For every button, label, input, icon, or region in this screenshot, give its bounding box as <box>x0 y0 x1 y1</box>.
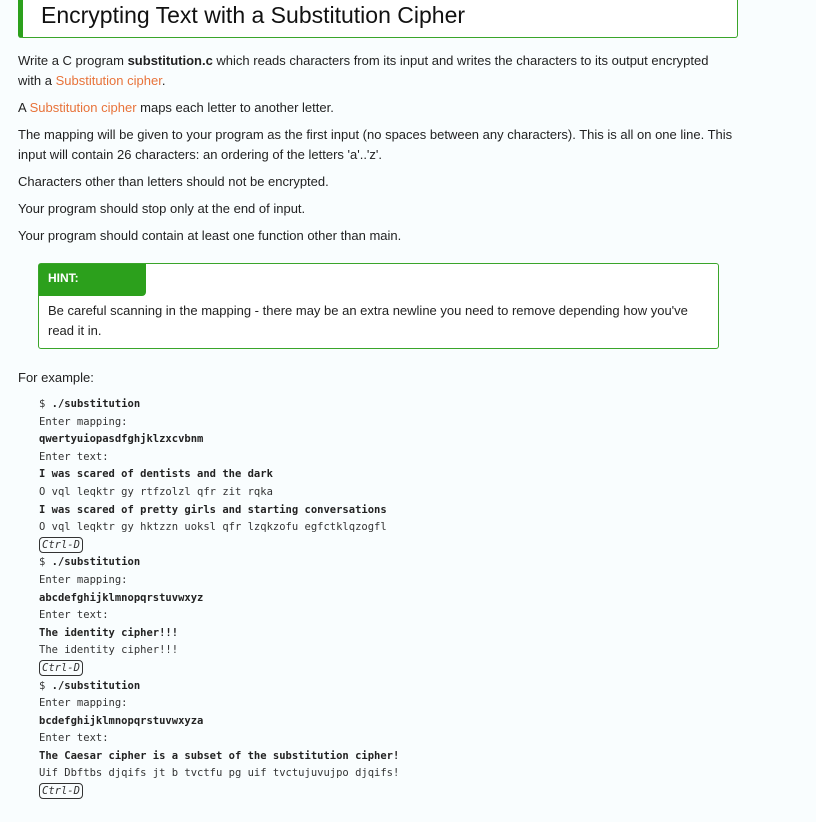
user-input-line: I was scared of dentists and the dark <box>39 468 273 481</box>
prompt: $ <box>39 556 52 569</box>
text: . <box>161 73 166 88</box>
non-letters-paragraph: Characters other than letters should not be encrypted. <box>18 174 329 189</box>
function-paragraph: Your program should contain at least one function other than main. <box>18 228 402 243</box>
output-line: Enter text: <box>39 732 109 745</box>
text: Write a C program <box>18 53 128 68</box>
text: maps each letter to another letter. <box>136 100 334 115</box>
output-line: Enter text: <box>39 609 109 622</box>
page-title: Encrypting Text with a Substitution Cipher <box>41 2 466 28</box>
ctrl-d-key: Ctrl-D <box>39 783 83 799</box>
prompt: $ <box>39 679 52 692</box>
filename: substitution.c <box>127 53 213 68</box>
command: ./substitution <box>51 556 141 569</box>
title-box <box>18 0 738 38</box>
command: ./substitution <box>51 679 141 692</box>
output-line: The identity cipher!!! <box>39 644 179 657</box>
hint-text: Be careful scanning in the mapping - there may be an extra newline you need to remove depending how you've read it in. <box>48 303 688 338</box>
substitution-cipher-link[interactable]: Substitution cipher <box>29 100 137 115</box>
text: A <box>18 100 30 115</box>
user-input-line: The identity cipher!!! <box>39 626 179 639</box>
example-label: For example: <box>18 370 94 385</box>
output-line: O vql leqktr gy hktzzn uoksl qfr lzqkzofu egfctklqzogfl <box>39 521 387 534</box>
output-line: O vql leqktr gy rtfzolzl qfr zit rqka <box>39 485 273 498</box>
output-line: Enter mapping: <box>39 697 128 710</box>
definition-paragraph <box>18 98 733 118</box>
hint-label: HINT: <box>39 264 146 296</box>
command-line <box>39 554 733 572</box>
key-line <box>39 783 733 801</box>
command-line <box>39 396 733 414</box>
key-line <box>39 537 733 555</box>
output-line: Enter mapping: <box>39 573 128 586</box>
intro-paragraph <box>18 51 733 91</box>
key-line <box>39 660 733 678</box>
hint-box <box>38 263 719 349</box>
command: ./substitution <box>51 398 141 410</box>
user-input-line: I was scared of pretty girls and starting conversations <box>39 503 387 516</box>
user-input-line: bcdefghijklmnopqrstuvwxyza <box>39 714 204 727</box>
user-input-line: The Caesar cipher is a subset of the substitution cipher! <box>39 749 400 762</box>
content <box>18 51 733 801</box>
command-line <box>39 678 733 696</box>
user-input-line: qwertyuiopasdfghjklzxcvbnm <box>39 433 204 446</box>
output-line: Enter mapping: <box>39 415 128 428</box>
output-line: Enter text: <box>39 450 109 463</box>
stop-paragraph: Your program should stop only at the end of input. <box>18 201 306 216</box>
user-input-line: abcdefghijklmnopqrstuvwxyz <box>39 591 204 604</box>
text: which reads characters from its input and writes the characters to its output encrypted with a <box>18 53 709 88</box>
example-terminal-session <box>39 396 733 801</box>
substitution-cipher-link[interactable]: Substitution cipher <box>55 73 162 88</box>
mapping-paragraph: The mapping will be given to your program as the first input (no spaces between any characters). This is all on one line. This input will contain 26 characters: an ordering of the letters 'a'..'z'. <box>18 127 733 162</box>
prompt: $ <box>39 398 52 410</box>
ctrl-d-key: Ctrl-D <box>39 537 83 553</box>
ctrl-d-key: Ctrl-D <box>39 660 83 676</box>
output-line: Uif Dbftbs djqifs jt b tvctfu pg uif tvctujuvujpo djqifs! <box>39 767 400 780</box>
